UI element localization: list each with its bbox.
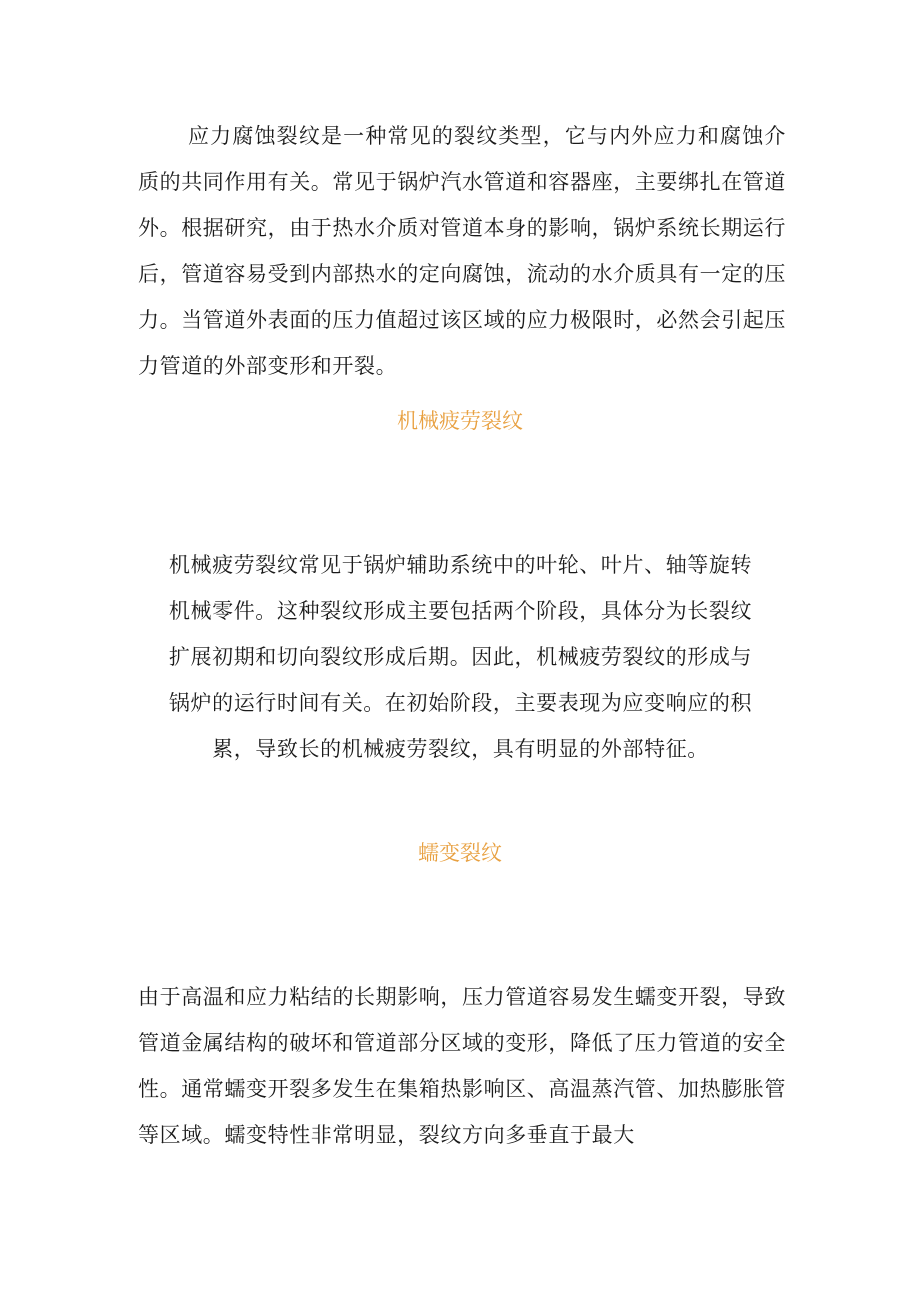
- paragraph-mechanical-fatigue: 机械疲劳裂纹常见于锅炉辅助系统中的叶轮、叶片、轴等旋转机械零件。这种裂纹形成主要包括两个阶段，具体分为长裂纹扩展初期和切向裂纹形成后期。因此，机械疲劳裂纹的形成与锅炉的运行时间有关。在初始阶段，主要表现为应变响应的积累，导致长的机械疲劳裂纹，具有明显的外部特征。: [168, 553, 753, 761]
- heading-creep-crack: 蠕变裂纹: [418, 841, 502, 865]
- paragraph-creep-crack: 由于高温和应力粘结的长期影响，压力管道容易发生蠕变开裂，导致管道金属结构的破坏和管道部分区域的变形，降低了压力管道的安全性。通常蠕变开裂多发生在集箱热影响区、高温蒸汽管、加热膨胀管等区域。蠕变特性非常明显，裂纹方向多垂直于最大: [138, 985, 786, 1147]
- paragraph-stress-corrosion: 应力腐蚀裂纹是一种常见的裂纹类型，它与内外应力和腐蚀介质的共同作用有关。常见于锅炉汽水管道和容器座，主要绑扎在管道外。根据研究，由于热水介质对管道本身的影响，锅炉系统长期运行后，管道容易受到内部热水的定向腐蚀，流动的水介质具有一定的压力。当管道外表面的压力值超过该区域的应力极限时，必然会引起压力管道的外部变形和开裂。: [138, 124, 786, 378]
- heading-mechanical-fatigue: 机械疲劳裂纹: [397, 409, 523, 433]
